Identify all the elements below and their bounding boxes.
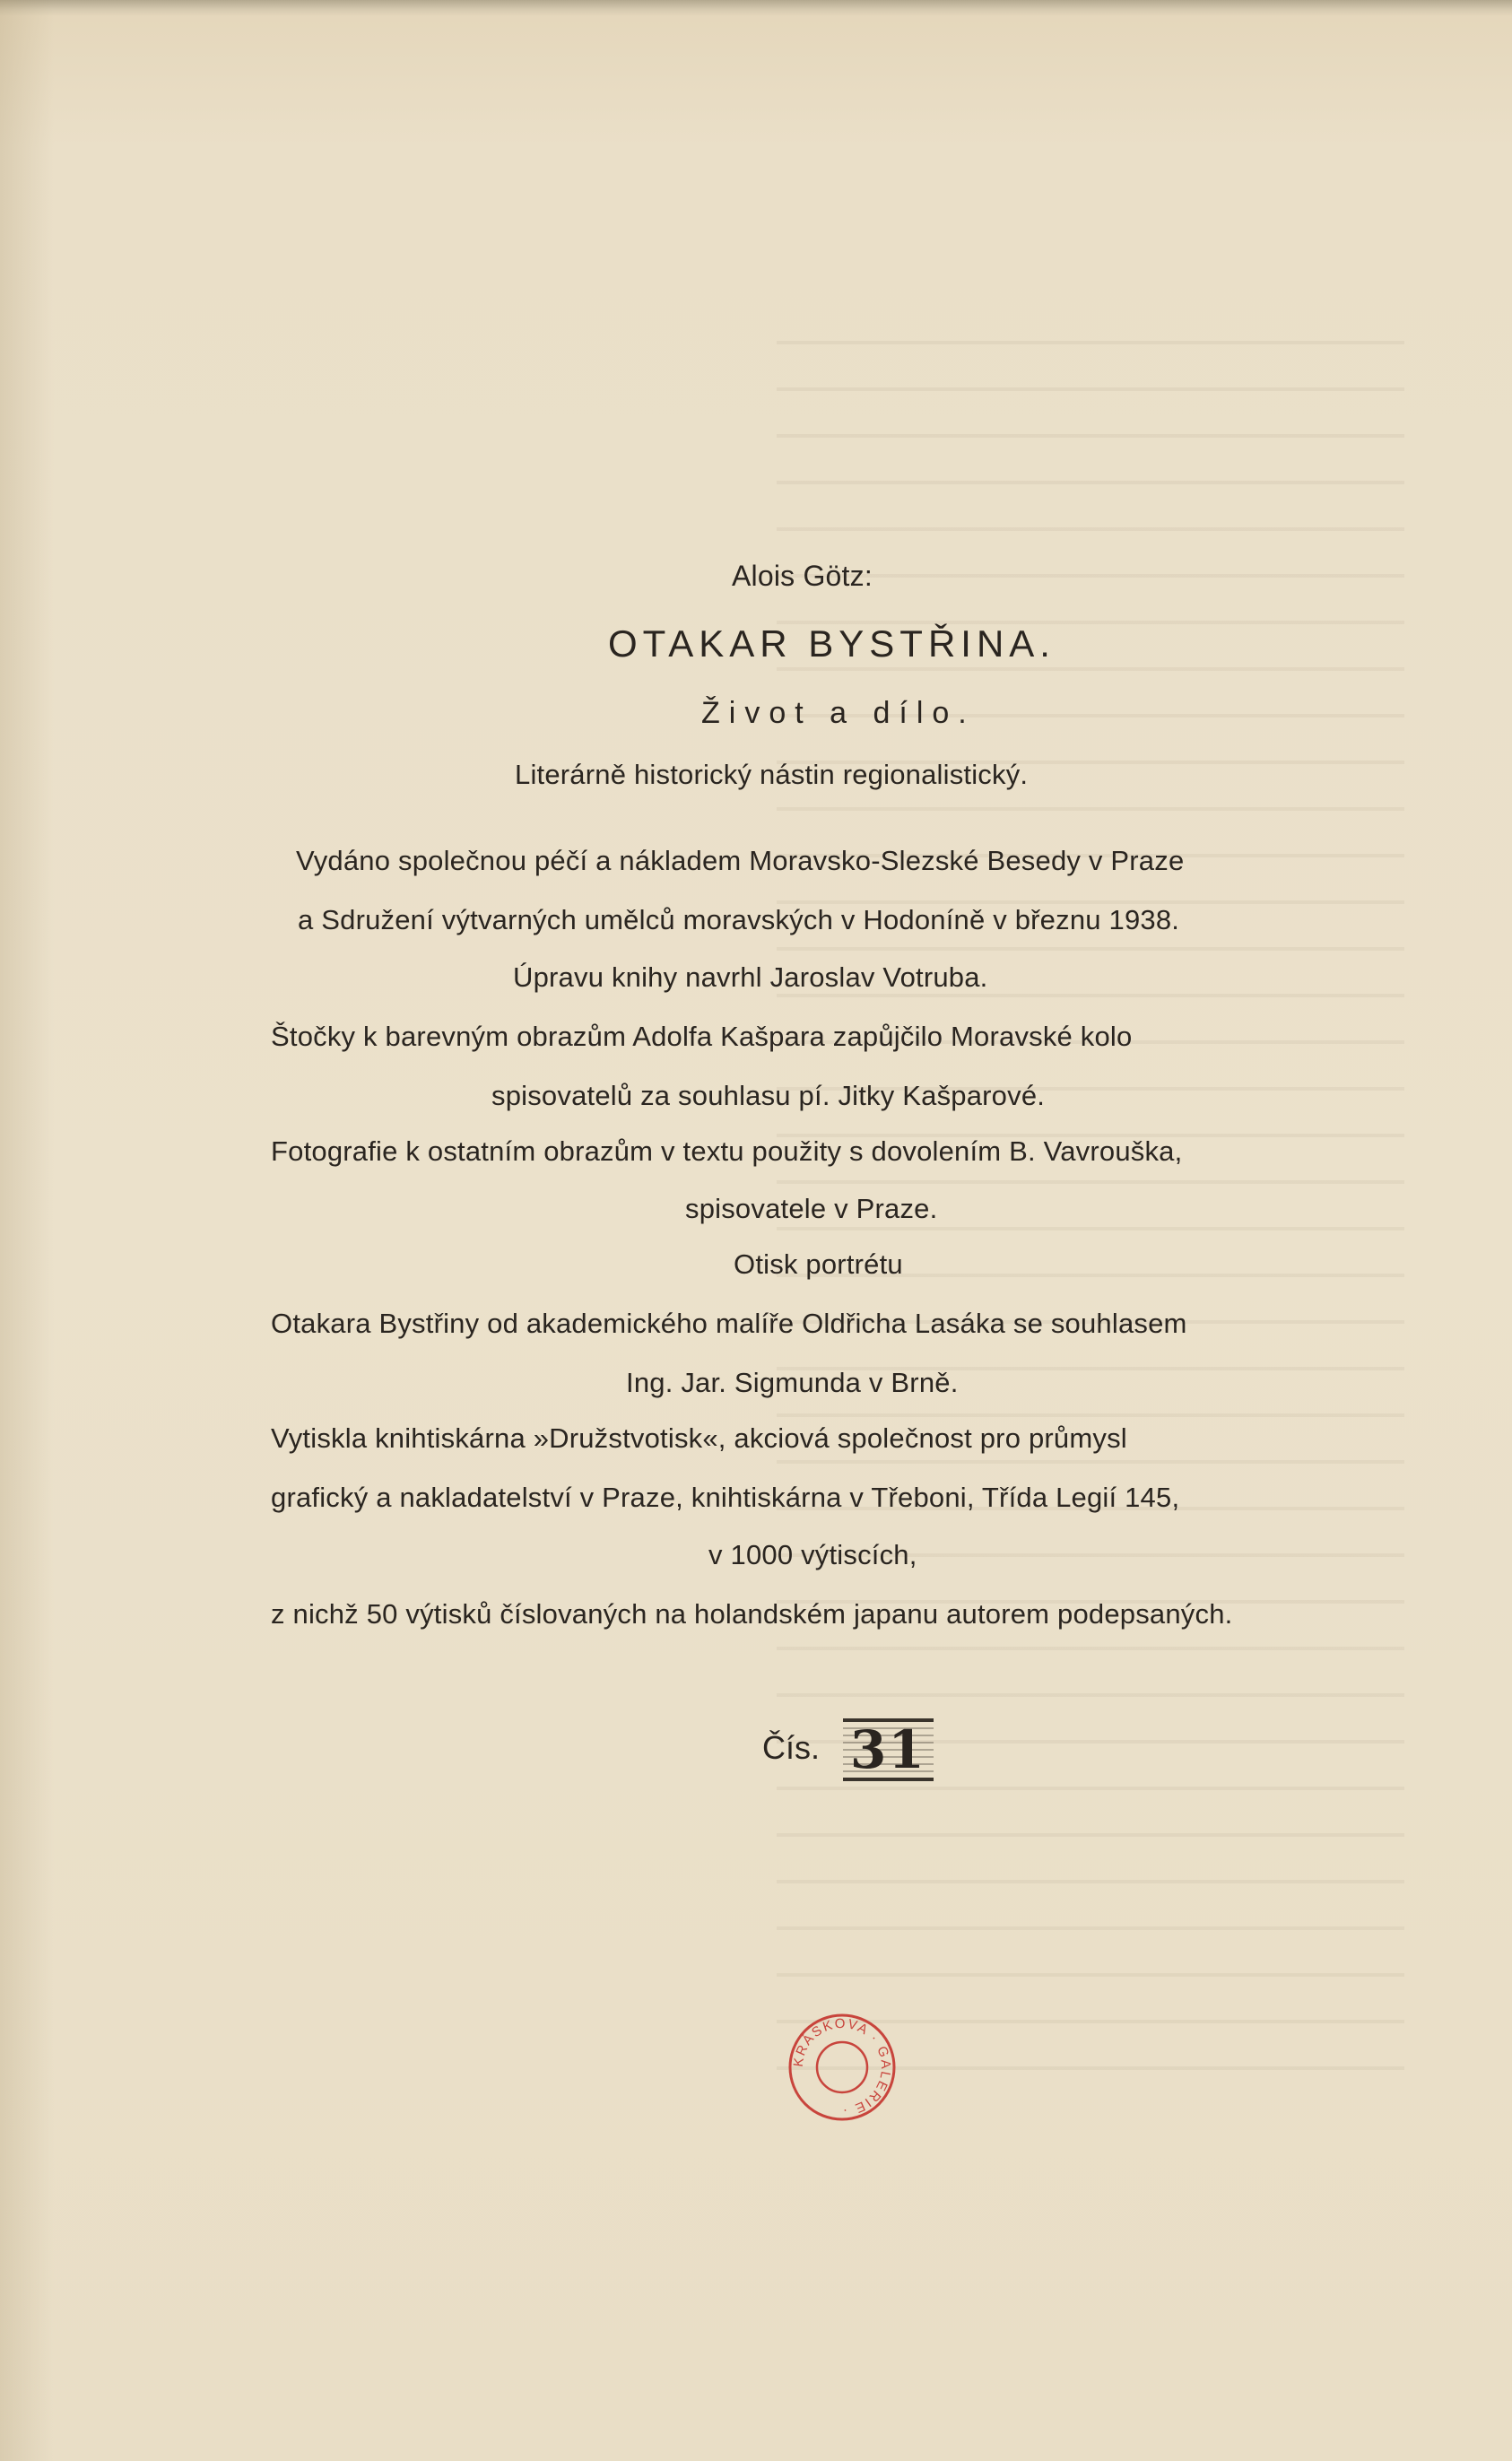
genre-line: Literárně historický nástin regionalistický. [515, 759, 1029, 790]
author-line: Alois Götz: [732, 560, 873, 592]
book-subtitle: Život a dílo. [701, 696, 976, 730]
portrait-line-3: Ing. Jar. Sigmunda v Brně. [626, 1367, 959, 1398]
blocks-line-2: spisovatelů za souhlasu pí. Jitky Kašparové. [491, 1080, 1046, 1111]
photos-line-1: Fotografie k ostatním obrazům v textu použity s dovolením B. Vavrouška, [271, 1135, 1183, 1167]
printer-line-3: v 1000 výtiscích, [708, 1539, 917, 1570]
copy-label: Čís. [762, 1729, 821, 1766]
book-title: OTAKAR BYSTŘINA. [608, 622, 1056, 665]
copy-number: 31 [843, 1718, 934, 1781]
svg-text:KRÁSKOVA · GALERIE ·: KRÁSKOVA · GALERIE · [790, 2015, 894, 2119]
printer-line-2: grafický a nakladatelství v Praze, knihtiskárna v Třeboni, Třída Legií 145, [271, 1482, 1180, 1513]
printer-line-1: Vytiskla knihtiskárna »Družstvotisk«, akciová společnost pro průmysl [271, 1422, 1127, 1454]
portrait-line-1: Otisk portrétu [734, 1248, 903, 1280]
photos-line-2: spisovatele v Praze. [685, 1193, 938, 1224]
portrait-line-2: Otakara Bystřiny od akademického malíře Oldřicha Lasáka se souhlasem [271, 1308, 1187, 1339]
printer-line-4: z nichž 50 výtisků číslovaných na holandském japanu autorem podepsaných. [271, 1598, 1233, 1630]
published-line-1: Vydáno společnou péčí a nákladem Moravsko-Slezské Besedy v Praze [296, 845, 1185, 876]
blocks-line-1: Štočky k barevným obrazům Adolfa Kašpara zapůjčilo Moravské kolo [271, 1021, 1133, 1052]
gallery-stamp-icon [784, 2009, 900, 2126]
published-line-2: a Sdružení výtvarných umělců moravských v Hodoníně v březnu 1938. [298, 904, 1180, 935]
design-line: Úpravu knihy navrhl Jaroslav Votruba. [513, 961, 988, 993]
